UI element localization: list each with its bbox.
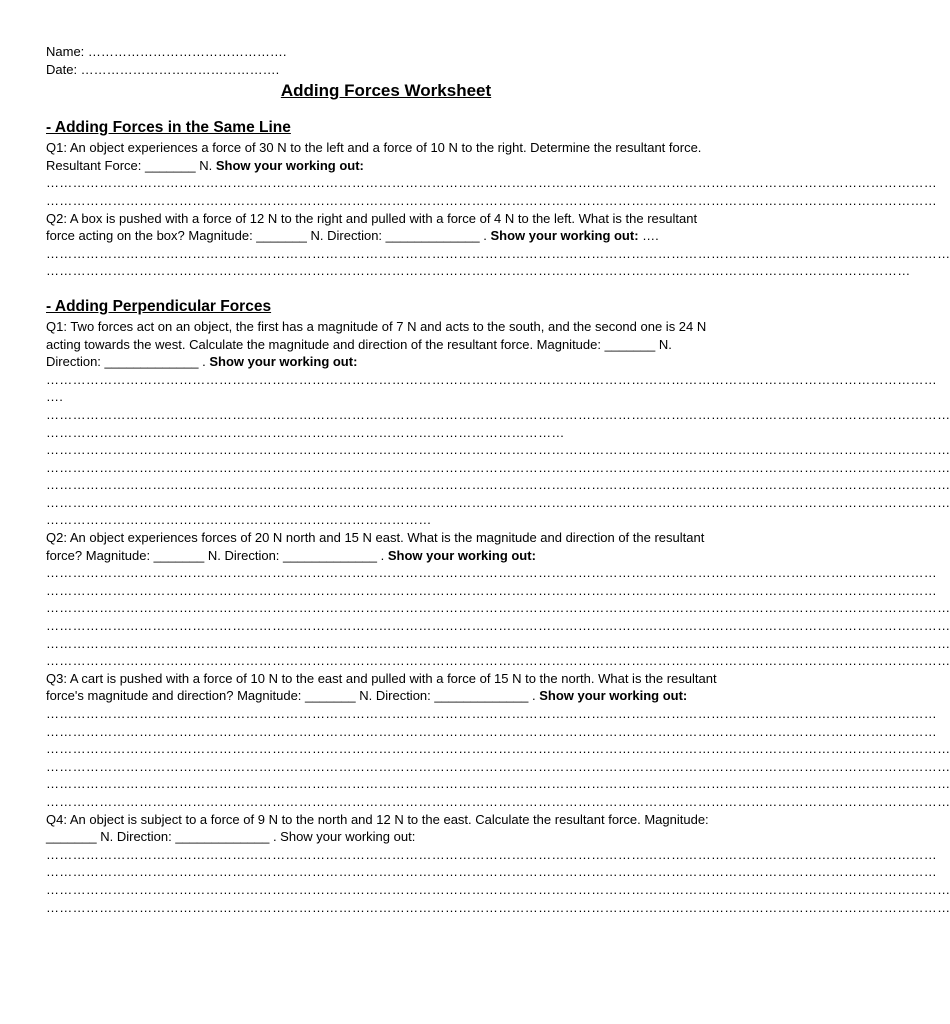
answer-line: …………………………………………………………………………………………………………………………………………………………………………………	[46, 175, 938, 191]
answer-line: ……………………………………………………………………………………………………………………………………………………………………………………	[46, 653, 950, 669]
answer-line: …………………………………………………………………………………………………………………………………………………………………………………	[46, 371, 938, 387]
answer-line: ……………………………………………………………………………………………………………………………………………………………………………………	[46, 442, 950, 458]
answer-line: ……………………………………………………………………………………………………………………………………………………………………………………	[46, 618, 950, 634]
question-s2-q2	[46, 529, 722, 564]
answer-lines-s2-q2	[46, 564, 950, 670]
answer-line: ……………………………………………………………………………………………………………………………………………………………………………………	[46, 245, 950, 261]
answer-line: …………………………………………………………………………………………………………………………………………………………………………………	[46, 723, 938, 739]
question-s2-q4	[46, 811, 722, 846]
working-out-label: Show your working out:	[539, 688, 688, 704]
question-s1-q1	[46, 139, 722, 174]
answer-line: ……………………………………………………………………………………………………………………………………………………………………………………	[46, 899, 950, 915]
question-text: Q3: A cart is pushed with a force of 10 N to the east and pulled with a force of 15 N to the north. What is the resultant force's magnitude and direction? Magnitude: _______ N. Direction: _____________ .	[46, 670, 717, 704]
worksheet-page	[46, 43, 950, 916]
question-s2-q1	[46, 318, 722, 371]
answer-line: ……………………………………………………………………………………………………………………………………………………………………………………	[46, 741, 950, 757]
working-out-label: Show your working out:	[490, 228, 639, 244]
answer-line: ….	[46, 389, 64, 405]
question-s2-q3	[46, 670, 722, 705]
answer-lines-s2-q1	[46, 371, 950, 529]
answer-lines-s1-q2	[46, 245, 950, 280]
answer-lines-s2-q4	[46, 846, 950, 916]
answer-line: ……………………………………………………………………………………………………………………………………………………………………………………	[46, 758, 950, 774]
date-line: Date: ……………………………………….	[46, 61, 280, 77]
answer-line: …………………………………………………………………………………………………………………………………………………………………………………	[46, 706, 938, 721]
answer-line: ……………………………………………………………………………………………………………………………………………………………………………………	[46, 881, 950, 897]
answer-line: ……………………………………………………………………………………………………………………………………………………………………………………	[46, 494, 950, 510]
question-text: Q2: An object experiences forces of 20 N north and 15 N east. What is the magnitude and direction of the resultant force? Magnitude: _______ N. Direction: _____________ .	[46, 530, 705, 563]
question-text: Q4: An object is subject to a force of 9 N to the north and 12 N to the east. Calculate the resultant force. Magnitude: _______ N. Direction: _____________ . Show your working out:	[46, 811, 709, 845]
answer-line: …………………………………………………………………………………………………………………………………………………………………………………	[46, 192, 938, 208]
answer-line: …………………………………………………………………………………………………………………………………………………………………………………	[46, 565, 938, 581]
question-text: Q1: Two forces act on an object, the first has a magnitude of 7 N and acts to the south, and the second one is 24 N acting towards the west. Calculate the magnitude and direction of the resultant force. Magnitude: _______ N. Direction: _____________ .	[46, 318, 707, 370]
question-text: Q1: An object experiences a force of 30 N to the left and a force of 10 N to the right. Determine the resultant force. Resultant Force: _______ N.	[46, 140, 702, 173]
answer-line: ……………………………………………………………………………………………………………………………………………………………………………………	[46, 776, 950, 792]
question-tail: ….	[638, 228, 659, 244]
question-s1-q2	[46, 210, 722, 245]
answer-lines-s2-q3	[46, 705, 950, 811]
answer-line: ……………………………………………………………………………………………………………………………………………………………………………………	[46, 793, 950, 809]
answer-line: …………………………………………………………………………………………………………………………………………………………………………………	[46, 864, 938, 880]
working-out-label: Show your working out:	[387, 547, 536, 563]
answer-line: ……………………………………………………………………………	[46, 512, 432, 528]
answer-line: ……………………………………………………………………………………………………………………………………………………………………………………	[46, 406, 950, 422]
answer-line: …………………………………………………………………………………………………………………………………………………………………………………	[46, 846, 938, 862]
answer-line: ……………………………………………………………………………………………………………………………………………………………………………………	[46, 477, 950, 493]
answer-line: ……………………………………………………………………………………………………………………………………………………………………………………	[46, 459, 950, 475]
answer-line: ……………………………………………………………………………………………………………………………………………………………………………………	[46, 635, 950, 651]
answer-line: ……………………………………………………………………………………………………………………………………………………………………………	[46, 263, 911, 279]
answer-lines-s1-q1	[46, 174, 938, 209]
working-out-label: Show your working out:	[215, 157, 364, 173]
section-heading-perpendicular: - Adding Perpendicular Forces	[46, 297, 272, 315]
name-line: Name: ……………………………………….	[46, 44, 287, 59]
question-text: Q2: A box is pushed with a force of 12 N to the right and pulled with a force of 4 N to the left. What is the resultant force acting on the box? Magnitude: _______ N. Direction: _____________ .	[46, 210, 698, 244]
page-title: Adding Forces Worksheet	[280, 81, 492, 101]
section-heading-same-line: - Adding Forces in the Same Line	[46, 119, 291, 137]
working-out-label: Show your working out:	[209, 354, 358, 370]
section-spacer	[46, 280, 722, 298]
answer-line: …………………………………………………………………………………………………………………………………………………………………………………	[46, 582, 938, 598]
answer-line: ………………………………………………………………………………………………………	[46, 424, 565, 440]
answer-line: ……………………………………………………………………………………………………………………………………………………………………………………	[46, 600, 950, 616]
